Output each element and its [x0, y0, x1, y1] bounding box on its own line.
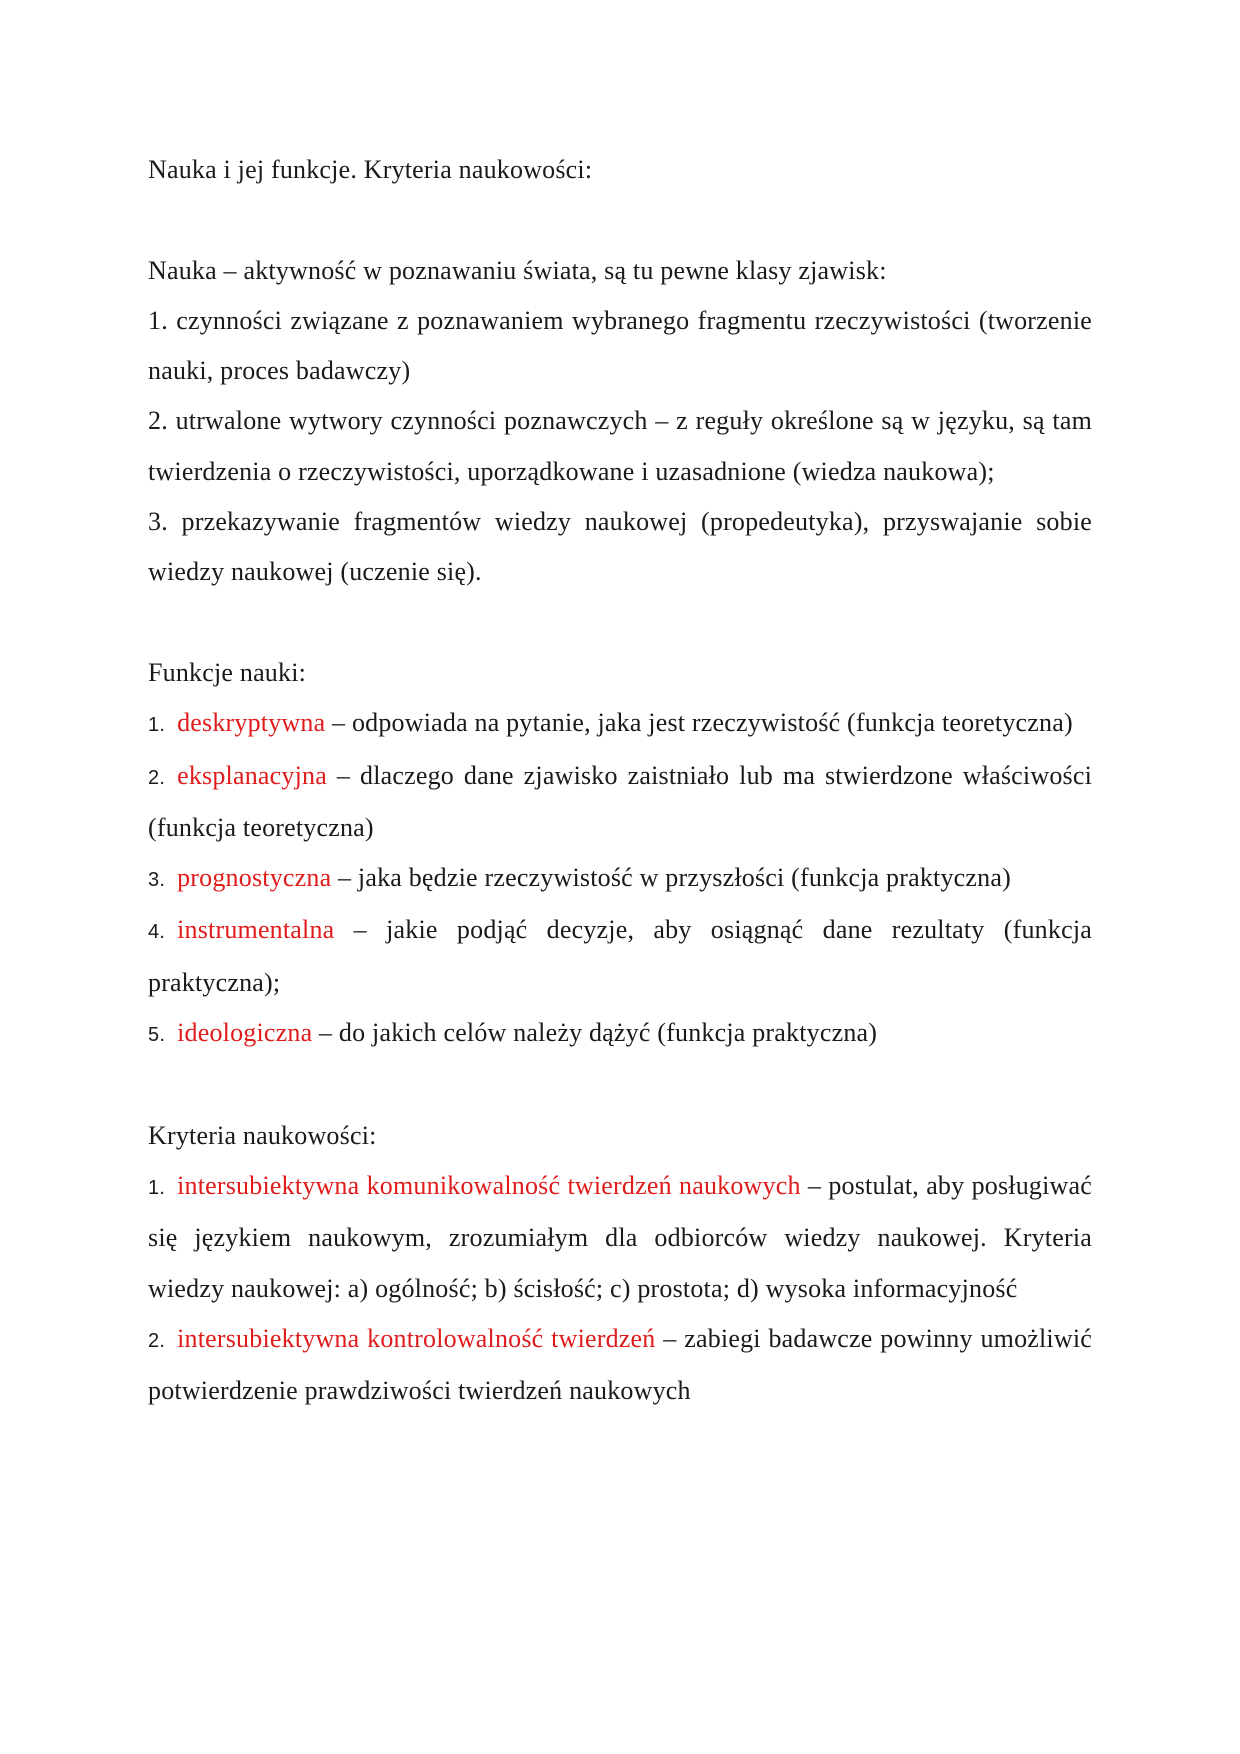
- function-item-number: 1.: [148, 714, 166, 737]
- criteria-term: intersubiektywna komunikowalność twierdzeń naukowych: [177, 1170, 801, 1200]
- document-title: Nauka i jej funkcje. Kryteria naukowości:: [148, 155, 593, 184]
- spacer: [148, 195, 1092, 245]
- spacer: [148, 598, 1092, 648]
- intro-item-number: 1.: [148, 305, 168, 335]
- intro-item-3: [148, 497, 1092, 598]
- intro-item-text: czynności związane z poznawaniem wybranego fragmentu rzeczywistości (tworzenie nauki, proces badawczy): [148, 305, 1092, 386]
- function-term: instrumentalna: [177, 915, 335, 945]
- function-description: – dlaczego dane zjawisko zaistniało lub ma stwierdzone właściwości (funkcja teoretyczna): [148, 760, 1092, 842]
- function-term: prognostyczna: [177, 863, 332, 893]
- function-description: – jaka będzie rzeczywistość w przyszłości (funkcja praktyczna): [331, 863, 1011, 893]
- function-item-3: [148, 853, 1092, 905]
- function-item-number: 4.: [148, 921, 166, 944]
- function-item-number: 2.: [148, 766, 166, 789]
- function-item-5: [148, 1008, 1092, 1060]
- intro-item-2: [148, 396, 1092, 497]
- function-item-2: [148, 751, 1092, 854]
- function-item-1: [148, 698, 1092, 750]
- criteria-heading: Kryteria naukowości:: [148, 1120, 377, 1150]
- function-description: – odpowiada na pytanie, jaka jest rzeczywistość (funkcja teoretyczna): [325, 708, 1073, 738]
- function-term: eksplanacyjna: [177, 760, 327, 790]
- spacer: [148, 1060, 1092, 1110]
- function-item-number: 3.: [148, 869, 166, 892]
- function-description: – do jakich celów należy dążyć (funkcja praktyczna): [312, 1018, 878, 1048]
- document-page: [148, 145, 1092, 1416]
- function-item-number: 5.: [148, 1024, 166, 1047]
- criteria-description: – zabiegi badawcze powinny umożliwić potwierdzenie prawdziwości twierdzeń naukowych: [148, 1323, 1092, 1406]
- intro-item-number: 2.: [148, 406, 168, 436]
- criteria-term: intersubiektywna kontrolowalność twierdzeń: [177, 1323, 656, 1353]
- function-term: deskryptywna: [177, 708, 326, 738]
- criteria-item-1: [148, 1161, 1092, 1314]
- function-item-4: [148, 905, 1092, 1008]
- criteria-description: – postulat, aby posługiwać się językiem naukowym, zrozumiałym dla odbiorców wiedzy naukowej. Kryteria wiedzy naukowej: a) ogólność; b) ścisłość; c) prostota; d) wysoka informacyjność: [148, 1170, 1092, 1303]
- intro-item-number: 3.: [148, 507, 168, 537]
- intro-item-text: utrwalone wytwory czynności poznawczych – z reguły określone są w języku, są tam twierdzenia o rzeczywistości, uporządkowane i uzasadnione (wiedza naukowa);: [148, 406, 1092, 486]
- criteria-item-number: 1.: [148, 1176, 166, 1199]
- intro-item-text: przekazywanie fragmentów wiedzy naukowej (propedeutyka), przyswajanie sobie wiedzy naukowej (uczenie się).: [148, 507, 1092, 587]
- function-term: ideologiczna: [177, 1018, 313, 1048]
- intro-heading: Nauka – aktywność w poznawaniu świata, są tu pewne klasy zjawisk:: [148, 255, 887, 285]
- intro-item-1: [148, 296, 1092, 397]
- criteria-item-number: 2.: [148, 1329, 166, 1352]
- criteria-item-2: [148, 1314, 1092, 1417]
- function-description: – jakie podjąć decyzje, aby osiągnąć dane rezultaty (funkcja praktyczna);: [148, 915, 1092, 997]
- functions-heading: Funkcje nauki:: [148, 657, 307, 687]
